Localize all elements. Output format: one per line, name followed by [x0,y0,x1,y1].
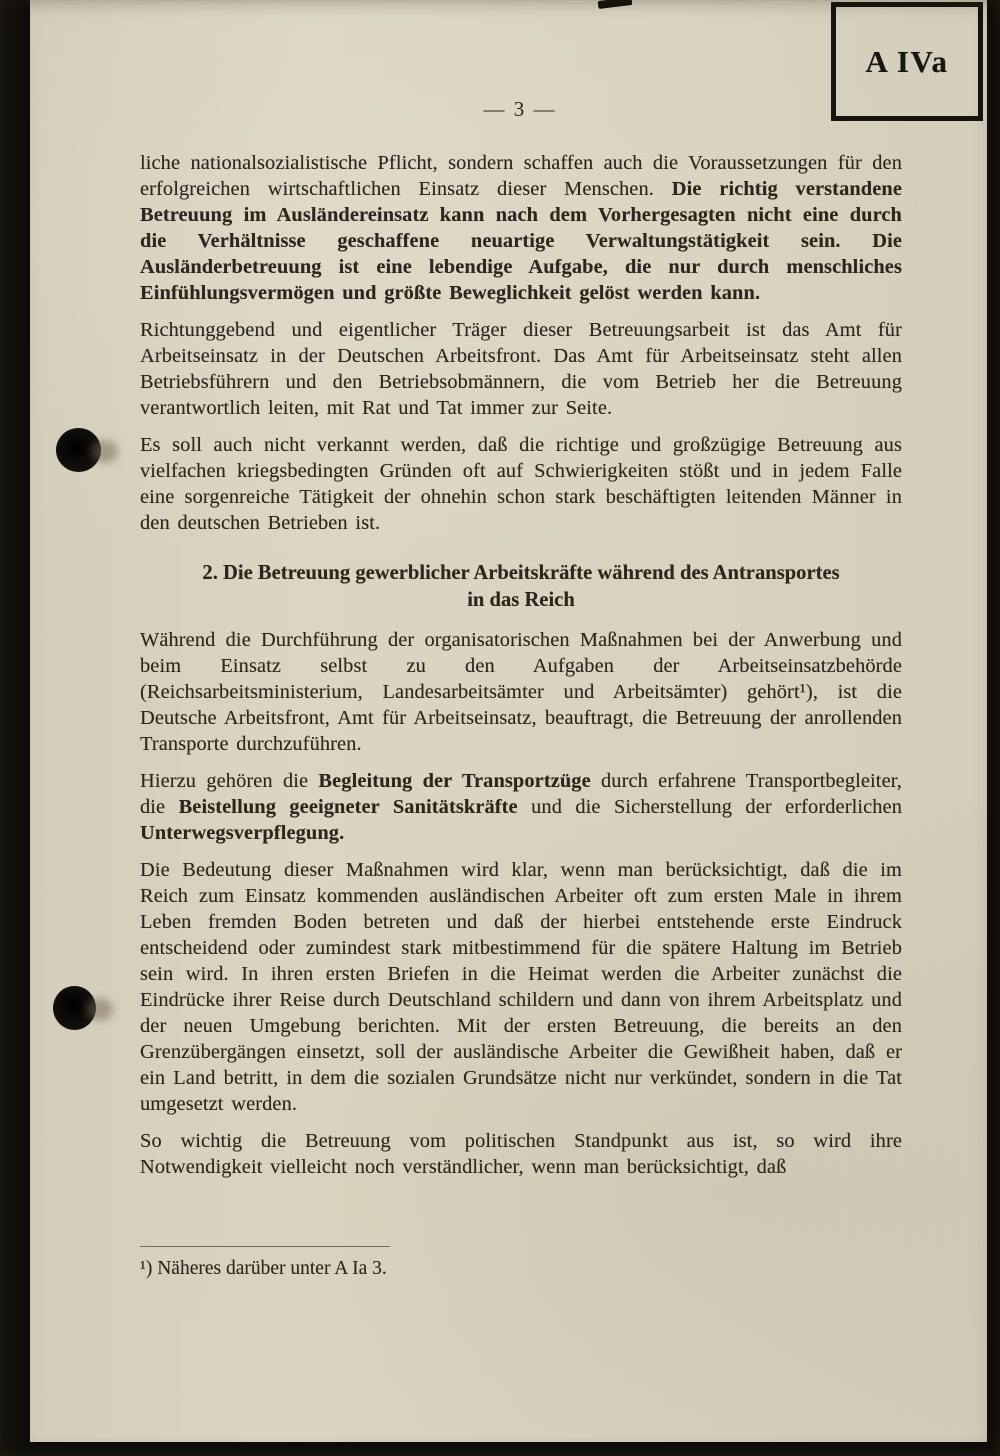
bold-text-run: Die richtig verstandene Betreuung im Ausländereinsatz kann nach dem Vorhergesagten nicht eine durch die Verhältnisse geschaffene neuartige Verwaltungstätigkeit sein. Die Ausländerbetreuung ist eine lebendige Aufgabe, die nur durch menschliches Einfühlungsvermögen und größte Beweglichkeit gelöst werden kann. [140,178,902,304]
paragraph [140,857,902,1117]
section-heading-line: 2. Die Betreuung gewerblicher Arbeitskräfte während des Antransportes [202,562,840,584]
text-run: liche nationalsozialistische Pflicht, sondern schaffen auch die Voraussetzungen für den erfolgreichen wirtschaftlichen Einsatz dieser Menschen. [140,152,902,200]
footnote [140,1246,900,1281]
bold-text-run: Unterwegsverpflegung. [140,822,345,844]
paragraph [140,1128,902,1180]
paragraph [140,432,902,536]
bold-text-run: Begleitung der Transportzüge [318,770,591,792]
paragraph [140,317,902,421]
paragraph [140,150,902,306]
text-block [140,150,902,1191]
classification-label: A IVa [865,43,949,79]
paragraph [140,768,902,846]
punch-hole-bottom [53,986,96,1030]
text-run: Die Bedeutung dieser Maßnahmen wird klar, wenn man berücksichtigt, daß die im Reich zum Einsatz kommenden ausländischen Arbeiter oft zum ersten Male in ihrem Leben fremden Boden betreten und daß der hierbei entstehende erste Eindruck entscheidend oder zumindest stark mitbestimmend für die spätere Haltung im Betrieb sein wird. In ihren ersten Briefen in die Heimat werden die Arbeiter zunächst die Eindrücke ihrer Reise durch Deutschland schildern und dann von ihrem Arbeitsplatz und der neuen Umgebung berichten. Mit der ersten Betreuung, die bereits an den Grenzübergängen einsetzt, soll der ausländische Arbeiter die Gewißheit haben, daß er ein Land betritt, in dem die sozialen Grundsätze nicht nur verkündet, sondern in die Tat umgesetzt werden. [140,859,902,1115]
footnote-rule [140,1246,390,1247]
bold-text-run: Beistellung geeigneter Sanitätskräfte [178,796,518,818]
punch-hole-top [56,428,101,472]
paragraph [140,627,902,757]
scan-edge-bottom [0,1442,1000,1456]
text-run: Richtunggebend und eigentlicher Träger dieser Betreuungsarbeit ist das Amt für Arbeitseinsatz in der Deutschen Arbeitsfront. Das Amt für Arbeitseinsatz steht allen Betriebsführern und den Betriebsobmännern, die vom Betrieb her die Betreuung verantwortlich leiten, mit Rat und Tat immer zur Seite. [140,319,902,419]
text-run: Es soll auch nicht verkannt werden, daß die richtige und großzügige Betreuung aus vielfachen kriegsbedingten Gründen oft auf Schwierigkeiten stößt und in jedem Falle eine sorgenreiche Tätigkeit der ohnehin schon stark beschäftigten leitenden Männer in den deutschen Betrieben ist. [140,434,902,534]
scan-artifact-mark [598,0,633,9]
page-number: — 3 — [483,97,557,121]
text-run: So wichtig die Betreuung vom politischen Standpunkt aus ist, so wird ihre Notwendigkeit vielleicht noch verständlicher, wenn man berücksichtigt, daß [140,1130,902,1178]
footnote-text: ¹) Näheres darüber unter A Ia 3. [140,1258,387,1279]
scan-edge-right [987,0,1000,1456]
text-run: und die Sicherstellung der erforderlichen [517,796,902,818]
text-run: Während die Durchführung der organisatorischen Maßnahmen bei der Anwerbung und beim Einsatz selbst zu den Aufgaben der Arbeitseinsatzbehörde (Reichsarbeitsministerium, Landesarbeitsämter und Arbeitsämter) gehört¹), ist die Deutsche Arbeitsfront, Amt für Arbeitseinsatz, beauftragt, die Betreuung der anrollenden Transporte durchzuführen. [140,629,902,755]
text-run: Hierzu gehören die [140,770,319,792]
section-heading [140,560,902,614]
scan-edge-left [0,0,30,1456]
text-run: durch erfahrene Transportbegleiter, die [140,770,902,818]
section-heading-line: in das Reich [467,589,575,611]
